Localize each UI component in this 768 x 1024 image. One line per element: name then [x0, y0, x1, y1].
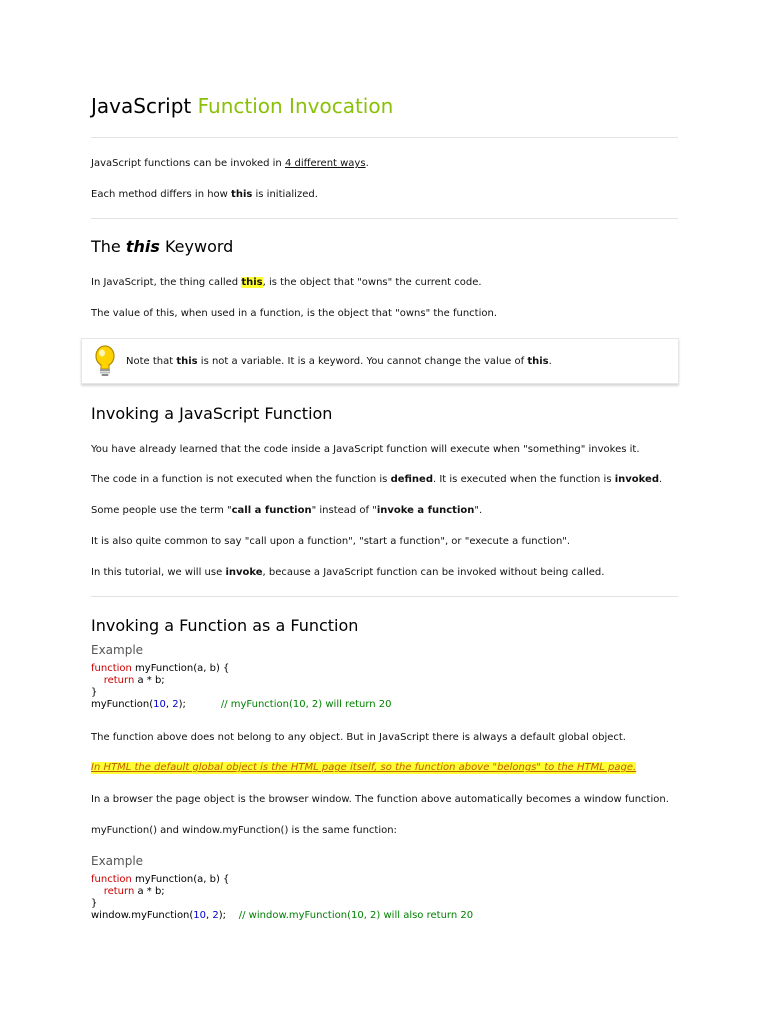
function-paragraph-3: myFunction() and window.myFunction() is the same function: — [91, 825, 397, 836]
code-text: } — [91, 687, 98, 698]
paragraph-text-end: , is the object that "owns" the current code. — [262, 277, 482, 288]
ways-link[interactable]: 4 different ways — [284, 158, 366, 169]
function-paragraph-2: In a browser the page object is the browser window. The function above automatically becomes a window function. — [91, 794, 669, 805]
function-section-heading: Invoking a Function as a Function — [91, 616, 359, 635]
intro-line-1 — [91, 157, 369, 170]
code-keyword: function — [91, 874, 132, 885]
code-text: , — [165, 699, 173, 710]
lightbulb-icon — [92, 344, 118, 378]
highlighted-note: In HTML the default global object is the HTML page itself, so the function above "belongs" to the HTML page. — [91, 762, 637, 773]
call-term: call a function — [231, 505, 312, 516]
note-text-end: . — [548, 356, 552, 367]
code-comment: // myFunction(10, 2) will return 20 — [220, 699, 392, 710]
invoking-section-heading: Invoking a JavaScript Function — [91, 404, 333, 423]
page-title — [91, 93, 393, 119]
code-comment: // window.myFunction(10, 2) will also return 20 — [238, 910, 474, 921]
code-text: } — [91, 898, 98, 909]
invoking-paragraph-5 — [91, 566, 604, 579]
code-text: , — [206, 910, 213, 921]
paragraph-text: In JavaScript, the thing called — [91, 277, 242, 288]
code-keyword: return — [103, 675, 135, 686]
this-keyword: this — [527, 356, 549, 367]
intro-line-2 — [91, 188, 318, 201]
code-keyword: function — [91, 663, 132, 674]
this-paragraph-1 — [91, 276, 482, 289]
code-text: a * b; — [134, 886, 165, 897]
code-number: 10 — [193, 910, 207, 921]
paragraph-text: In this tutorial, we will use — [91, 567, 226, 578]
code-example-2 — [91, 874, 473, 922]
paragraph-text: Some people use the term " — [91, 505, 232, 516]
this-keyword-highlight: this — [241, 277, 263, 288]
example-label: Example — [91, 854, 144, 868]
heading-emphasis: this — [125, 237, 160, 256]
paragraph-text-end: , because a JavaScript function can be invoked without being called. — [262, 567, 605, 578]
code-number: 10 — [153, 699, 166, 710]
invoking-paragraph-1: You have already learned that the code inside a JavaScript function will execute when "something" invokes it. — [91, 444, 640, 455]
paragraph-text-mid: . It is executed when the function is — [433, 474, 615, 485]
invoking-paragraph-3 — [91, 504, 482, 517]
page-title-main: JavaScript — [91, 94, 192, 118]
note-text-start: Note that — [126, 356, 177, 367]
code-text: myFunction( — [91, 699, 154, 710]
paragraph-text-end: . — [658, 474, 663, 485]
note-text-mid: is not a variable. It is a keyword. You cannot change the value of — [197, 356, 528, 367]
divider — [91, 137, 678, 138]
paragraph-text-mid: " instead of " — [311, 505, 377, 516]
code-number: 2 — [212, 910, 219, 921]
code-number: 2 — [172, 699, 179, 710]
paragraph-text-end: ". — [474, 505, 483, 516]
invoke-term: invoke a function — [376, 505, 475, 516]
paragraph-text: The code in a function is not executed when the function is — [91, 474, 391, 485]
this-section-heading — [91, 237, 233, 257]
defined-term: defined — [390, 474, 433, 485]
code-text: myFunction(a, b) { — [131, 874, 230, 885]
code-padding — [186, 699, 221, 710]
heading-text: The — [91, 237, 126, 256]
code-keyword: return — [103, 886, 135, 897]
intro-text-end: is initialized. — [252, 189, 318, 200]
invoke-term: invoke — [225, 567, 263, 578]
code-example-1 — [91, 663, 392, 711]
note-text — [126, 355, 552, 368]
code-text: myFunction(a, b) { — [131, 663, 230, 674]
this-keyword: this — [231, 189, 253, 200]
intro-text-end: . — [365, 158, 369, 169]
invoking-paragraph-4: It is also quite common to say "call upon a function", "start a function", or "execute a function". — [91, 536, 571, 547]
code-padding — [226, 910, 239, 921]
intro-text: Each method differs in how — [91, 189, 232, 200]
this-keyword: this — [176, 356, 198, 367]
code-text: window.myFunction( — [91, 910, 194, 921]
code-indent — [91, 886, 104, 897]
function-paragraph-1: The function above does not belong to any object. But in JavaScript there is always a default global object. — [91, 732, 626, 743]
invoked-term: invoked — [614, 474, 659, 485]
invoking-paragraph-2 — [91, 473, 662, 486]
code-text: a * b; — [134, 675, 165, 686]
note-box — [81, 338, 679, 384]
divider — [91, 218, 678, 219]
code-text: ); — [218, 910, 227, 921]
intro-text: JavaScript functions can be invoked in — [91, 158, 285, 169]
this-paragraph-2: The value of this, when used in a function, is the object that "owns" the function. — [91, 308, 497, 319]
divider — [91, 596, 678, 597]
heading-text-end: Keyword — [159, 237, 234, 256]
example-label: Example — [91, 643, 144, 657]
page-title-accent: Function Invocation — [197, 94, 394, 118]
code-text: ); — [178, 699, 186, 710]
code-indent — [91, 675, 104, 686]
